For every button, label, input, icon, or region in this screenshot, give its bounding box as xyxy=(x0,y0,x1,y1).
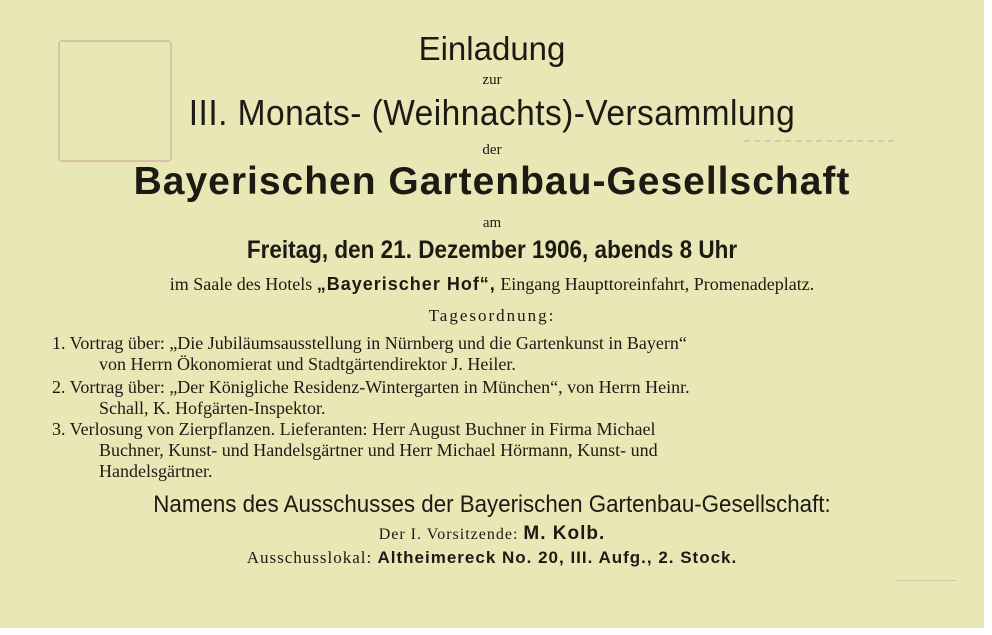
agenda-item-3-line-1: 3. Verlosung von Zierpflanzen. Lieferanten: Herr August Buchner in Firma Michael xyxy=(52,419,656,439)
location-suffix: Eingang Haupttoreinfahrt, Promenadeplatz. xyxy=(500,274,815,294)
agenda-item-3 xyxy=(52,419,954,482)
connector-am: am xyxy=(482,215,502,231)
chairman-label: Der I. Vorsitzende: xyxy=(378,526,519,543)
connector-der: der xyxy=(482,142,502,158)
agenda-title: Tagesordnung: xyxy=(428,306,556,325)
society-name: Bayerischen Gartenbau-Gesellschaft xyxy=(133,160,851,203)
agenda-item-1 xyxy=(52,333,954,375)
agenda-item-3-line-3: Handelsgärtner. xyxy=(99,461,213,481)
agenda-item-2 xyxy=(52,377,954,419)
invitation-heading: Einladung xyxy=(418,30,566,67)
chairman-name: M. Kolb. xyxy=(523,523,606,544)
event-date: Freitag, den 21. Dezember 1906, abends 8 Uhr xyxy=(246,236,738,264)
agenda-item-2-line-1: 2. Vortrag über: „Der Königliche Residenz-Wintergarten in München“, von Herrn Heinr. xyxy=(52,377,690,397)
chairman-line xyxy=(0,523,984,545)
agenda-item-1-line-2: von Herrn Ökonomierat und Stadtgärtendirektor J. Heiler. xyxy=(99,354,516,374)
event-location xyxy=(0,274,984,295)
event-title: III. Monats- (Weihnachts)-Versammlung xyxy=(188,92,796,133)
connector-zur: zur xyxy=(482,72,502,88)
office-address: Altheimereck No. 20, III. Aufg., 2. Stock. xyxy=(377,548,738,567)
agenda-item-3-line-2: Buchner, Kunst- und Handelsgärtner und Herr Michael Hörmann, Kunst- und xyxy=(99,440,658,460)
office-label: Ausschusslokal: xyxy=(246,548,373,567)
location-prefix: im Saale des Hotels xyxy=(169,274,313,294)
faded-pencil-mark xyxy=(896,580,956,621)
agenda-item-1-line-1: 1. Vortrag über: „Die Jubiläumsausstellung in Nürnberg und die Gartenkunst in Bayern“ xyxy=(52,333,687,353)
committee-statement: Namens des Ausschusses der Bayerischen Gartenbau-Gesellschaft: xyxy=(153,491,831,518)
hotel-name: „Bayerischer Hof“, xyxy=(316,274,496,294)
committee-office-line xyxy=(0,548,984,568)
agenda-item-2-line-2: Schall, K. Hofgärten-Inspektor. xyxy=(99,398,326,418)
